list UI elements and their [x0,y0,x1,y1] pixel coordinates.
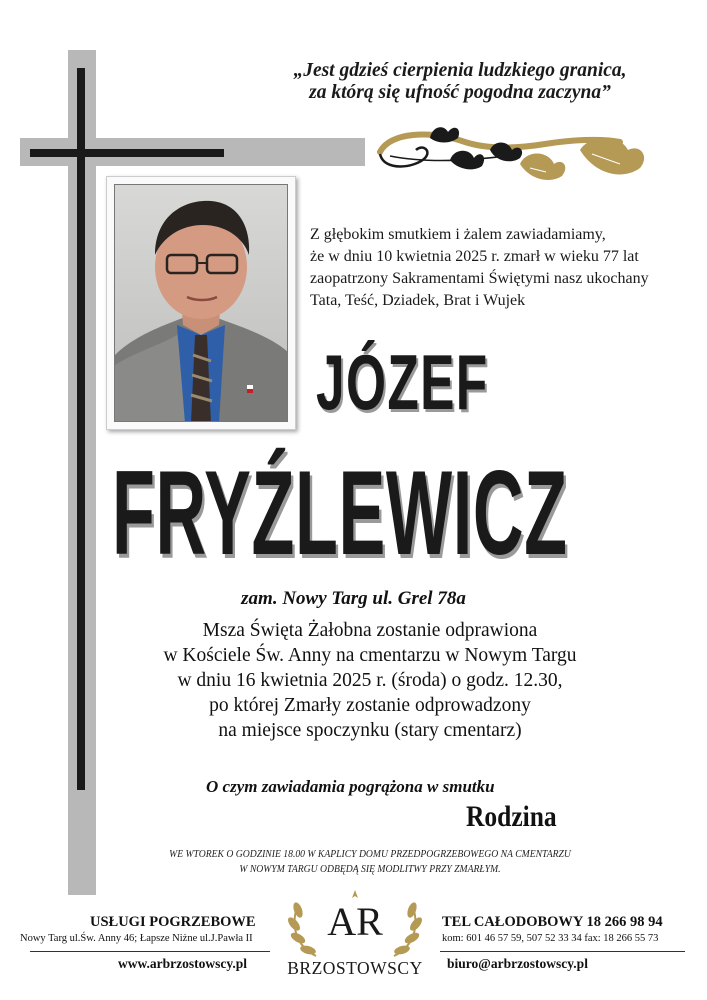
footer-divider-left [30,951,270,952]
cross-vertical-bar [77,68,85,790]
informs-text: O czym zawiadamia pogrążona w smutku [206,777,495,796]
phone-number: TEL CAŁODOBOWY 18 266 98 94 [442,914,663,930]
intro-line-3: zaopatrzony Sakramentami Świętymi nasz ukochany [310,270,649,287]
email-link[interactable]: biuro@arbrzostowscy.pl [447,956,588,971]
first-name: JÓZEF [316,338,489,426]
company-address: Nowy Targ ul.Św. Anny 46; Łapsze Niżne ul.J.Pawła II [20,933,253,944]
brand-name: BRZOSTOWSCY [287,958,423,978]
funeral-mass-details [100,618,640,743]
mass-line-4: po której Zmarły zostanie odprowadzony [209,695,531,716]
intro-line-2: że w dniu 10 kwietnia 2025 r. zmarł w wieku 77 lat [310,248,639,265]
footer-divider-right [440,951,685,952]
family-signature: Rodzina [466,800,557,833]
motto [250,60,670,104]
funeral-services-title: USŁUGI POGRZEBOWE [90,914,256,930]
website-link[interactable]: www.arbrzostowscy.pl [118,956,247,971]
intro-line-1: Z głębokim smutkiem i żalem zawiadamiamy, [310,226,606,243]
intro-line-4: Tata, Teść, Dziadek, Brat i Wujek [310,292,526,309]
motto-line-2: za którą się ufność pogodna zaczyna” [309,82,611,103]
photo-frame [106,176,296,430]
mass-line-2: w Kościele Św. Anny na cmentarzu w Nowym Targu [163,645,577,666]
logo-initials: AR [327,899,383,944]
prayer-line-2: W NOWYM TARGU ODBĘDĄ SIĘ MODLITWY PRZY ZMARŁYM. [239,864,501,875]
cross-horizontal-bar [30,149,224,157]
prayer-line-1: WE WTOREK O GODZINIE 18.00 W KAPLICY DOMU PRZEDPOGRZEBOWEGO NA CMENTARZU [169,849,571,860]
portrait-photo [114,184,288,422]
motto-line-1: „Jest gdzieś cierpienia ludzkiego granica, [293,60,627,81]
mass-line-1: Msza Święta Żałobna zostanie odprawiona [202,620,538,641]
mass-line-5: na miejsce spoczynku (stary cmentarz) [218,720,522,741]
mass-line-3: w dniu 16 kwietnia 2025 r. (środa) o godz. 12.30, [177,670,563,691]
last-name: FRYŹLEWICZ [112,446,568,580]
announcement-text [310,224,690,312]
residence-address: zam. Nowy Targ ul. Grel 78a [241,588,466,609]
mobile-fax-numbers: kom: 601 46 57 59, 507 52 33 34 fax: 18 266 55 73 [442,933,659,944]
prayer-notice [122,847,619,877]
vine-ornament-icon [370,120,655,192]
